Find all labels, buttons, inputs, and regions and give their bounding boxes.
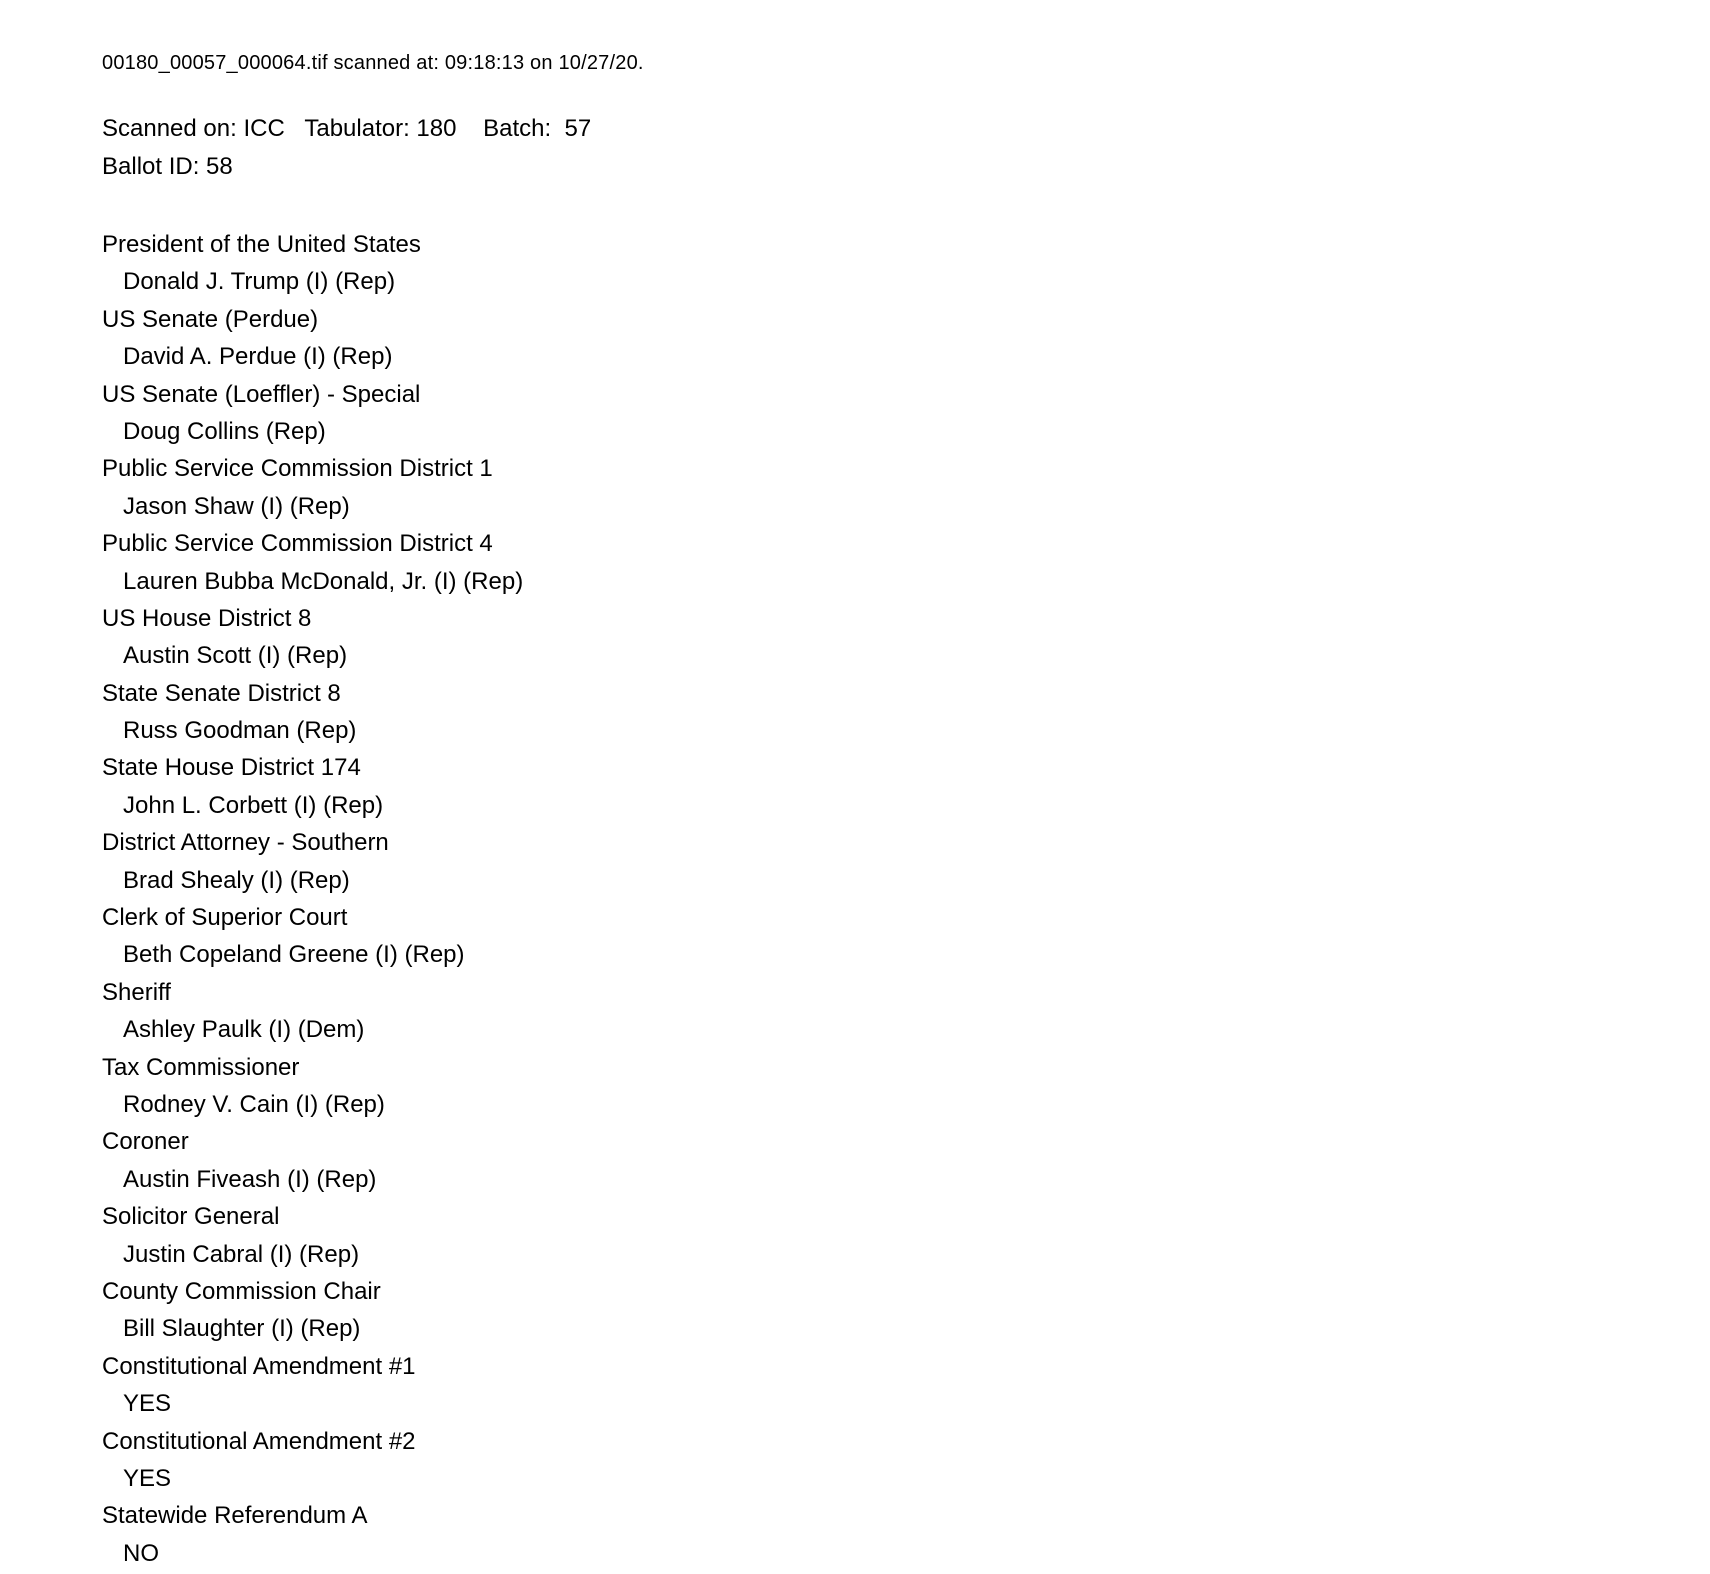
contest-title: Public Service Commission District 4: [102, 530, 493, 558]
contest-title: Public Service Commission District 1: [102, 455, 493, 483]
contest-title: Statewide Referendum A: [102, 1502, 368, 1530]
contest-choice: John L. Corbett (I) (Rep): [123, 791, 384, 819]
contest-title: Tax Commissioner: [102, 1053, 300, 1081]
contest-title: Constitutional Amendment #1: [102, 1352, 416, 1380]
contest-title: Clerk of Superior Court: [102, 904, 348, 932]
contest-choice: Beth Copeland Greene (I) (Rep): [123, 941, 465, 969]
contest-title: US Senate (Loeffler) - Special: [102, 380, 421, 408]
contest-choice: Russ Goodman (Rep): [123, 717, 357, 745]
contest-choice: Bill Slaughter (I) (Rep): [123, 1315, 361, 1343]
contest-title: President of the United States: [102, 231, 421, 258]
contest-title: US Senate (Perdue): [102, 305, 319, 333]
contest-choice: NO: [123, 1539, 159, 1567]
contest-choice: Jason Shaw (I) (Rep): [123, 492, 350, 520]
contest-title: Solicitor General: [102, 1203, 280, 1231]
contest-title: County Commission Chair: [102, 1277, 381, 1305]
contest-choice: Donald J. Trump (I) (Rep): [123, 268, 396, 296]
contest-choice: Justin Cabral (I) (Rep): [123, 1240, 360, 1268]
contest-list: [102, 226, 523, 1572]
contest-title: Sheriff: [102, 978, 171, 1006]
scanned-on: Scanned on: ICC: [102, 115, 285, 142]
contest-choice: Austin Scott (I) (Rep): [123, 642, 348, 670]
contest-title: Coroner: [102, 1128, 189, 1156]
contest-title: State House District 174: [102, 754, 361, 782]
scan-info-line: [102, 115, 591, 143]
scan-header: 00180_00057_000064.tif scanned at: 09:18:13 on 10/27/20.: [102, 52, 644, 74]
contest-title: Constitutional Amendment #2: [102, 1427, 416, 1455]
contest-choice: Lauren Bubba McDonald, Jr. (I) (Rep): [123, 567, 524, 595]
contest-choice: Austin Fiveash (I) (Rep): [123, 1165, 377, 1193]
contest-choice: Rodney V. Cain (I) (Rep): [123, 1090, 385, 1118]
contest-choice: David A. Perdue (I) (Rep): [123, 343, 393, 371]
contest-title: State Senate District 8: [102, 679, 341, 707]
contest-choice: Brad Shealy (I) (Rep): [123, 866, 350, 894]
tabulator: Tabulator: 180: [304, 115, 457, 142]
contest-title: US House District 8: [102, 604, 312, 632]
contest-choice: YES: [123, 1464, 172, 1492]
batch: Batch: 57: [483, 115, 592, 142]
contest-choice: YES: [123, 1390, 172, 1418]
contest-title: District Attorney - Southern: [102, 829, 389, 857]
ballot-id: Ballot ID: 58: [102, 153, 233, 180]
contest-choice: Ashley Paulk (I) (Dem): [123, 1016, 365, 1044]
contest-choice: Doug Collins (Rep): [123, 417, 326, 445]
